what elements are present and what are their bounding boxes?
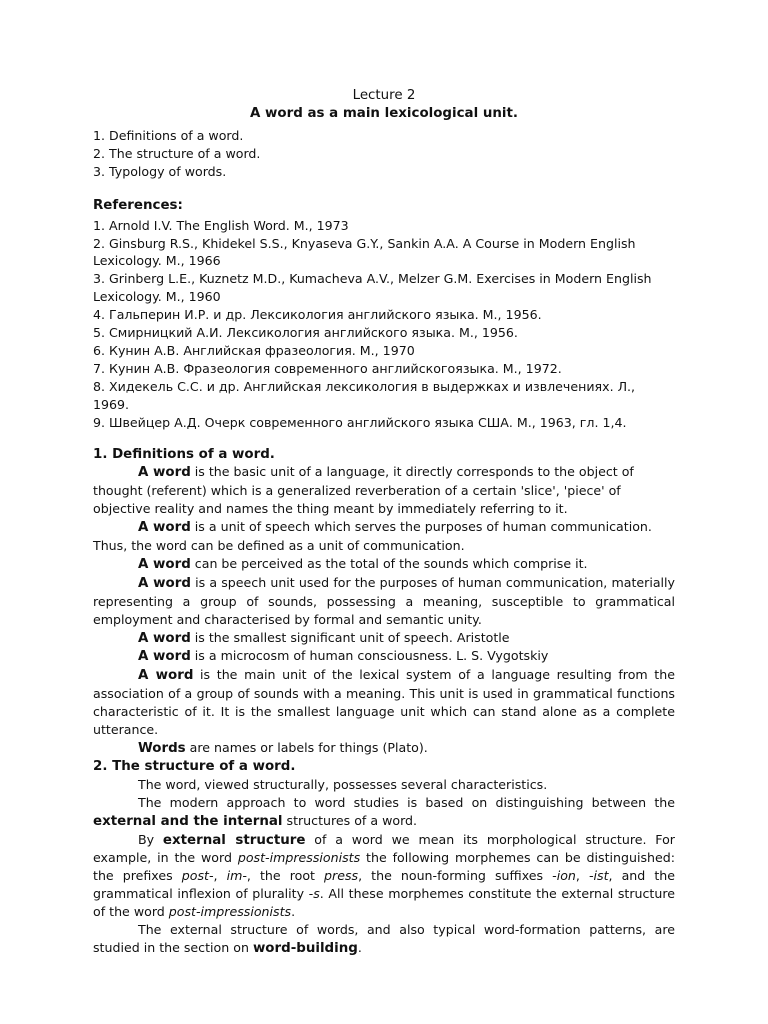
definition-text: is a unit of speech which serves the purposes of human communication. Thus, the word can be defined as a unit of communication. xyxy=(93,519,652,554)
reference-item: 5. Смирницкий А.И. Лексикология английского языка. М., 1956. xyxy=(93,325,518,341)
lecture-title: A word as a main lexicological unit. xyxy=(250,106,518,121)
definition-paragraph xyxy=(93,574,675,629)
term-word-building: word-building xyxy=(252,940,358,956)
definition-text: is the basic unit of a language, it directly corresponds to the object of thought (referent) which is a generalized reverberation of a certain 'slice', 'piece' of objective reality and names the thing meant by immediately referring to it. xyxy=(93,464,634,517)
definition-paragraph xyxy=(93,629,675,648)
definition-paragraph xyxy=(93,463,675,518)
example-word: post-impressionists xyxy=(237,850,361,866)
morpheme: im- xyxy=(226,868,247,884)
definition-text: can be perceived as the total of the sounds which comprise it. xyxy=(190,555,588,571)
reference-item: 1. Arnold I.V. The English Word. M., 1973 xyxy=(93,217,349,233)
term-external-internal: external and the internal xyxy=(93,813,283,829)
outline-item: 1. Definitions of a word. xyxy=(93,128,244,143)
morpheme: -ist xyxy=(588,868,609,884)
term-a-word: A word xyxy=(138,649,191,665)
structure-paragraph: The external structure of words, and also typical word-formation patterns, are studied in the section on word-building. xyxy=(93,922,675,956)
morpheme: -s xyxy=(308,886,320,902)
reference-item: 3. Grinberg L.E., Kuznetz M.D., Kumacheva A.V., Melzer G.M. Exercises in Modern English Lexicology. M., 1960 xyxy=(93,271,652,305)
definition-text: is a microcosm of human consciousness. L. S. Vygotskiy xyxy=(190,648,549,664)
term-external-structure: external structure xyxy=(162,832,306,848)
term-a-word: A word xyxy=(138,630,191,646)
reference-item: 2. Ginsburg R.S., Khidekel S.S., Knyaseva G.Y., Sankin A.A. A Course in Modern English Lexicology. M., 1966 xyxy=(93,235,636,269)
references-list xyxy=(93,217,675,432)
term-a-word: A word xyxy=(138,520,191,536)
definition-paragraph xyxy=(93,555,675,574)
definition-text: are names or labels for things (Plato). xyxy=(185,740,428,755)
lecture-number: Lecture 2 xyxy=(352,88,416,103)
term-a-word: A word xyxy=(138,575,191,591)
section-heading-definitions: 1. Definitions of a word. xyxy=(93,446,275,462)
reference-item: 8. Хидекель С.С. и др. Английская лексикология в выдержках и извлечениях. Л., 1969. xyxy=(93,378,636,412)
definition-paragraph xyxy=(93,518,675,555)
definition-text: is the smallest significant unit of speech. Aristotle xyxy=(190,629,510,645)
outline-list xyxy=(93,127,675,181)
structure-paragraph: The modern approach to word studies is based on distinguishing between the external and the internal structures of a word. xyxy=(93,794,675,829)
term-a-word: A word xyxy=(138,465,191,481)
reference-item: 4. Гальперин И.Р. и др. Лексикология английского языка. М., 1956. xyxy=(93,307,542,323)
definition-text: is a speech unit used for the purposes of human communication, materially representing a group of sounds, possessing a meaning, susceptible to grammatical employment and characterised by formal and semantic unity. xyxy=(93,574,675,627)
reference-item: 6. Кунин А.В. Английская фразеология. М., 1970 xyxy=(93,342,415,358)
outline-item: 2. The structure of a word. xyxy=(93,145,261,161)
definition-paragraph xyxy=(93,739,675,758)
references-heading: References: xyxy=(93,197,183,213)
definition-paragraph xyxy=(93,647,675,666)
morpheme: post- xyxy=(181,868,214,884)
structure-paragraph: By external structure of a word we mean its morphological structure. For example, in the word post-impressionists the following morphemes can be distinguished: the prefixes post-, im-, the root press, the noun-forming suffixes -ion, -ist, and the grammatical inflexion of plurality -s. All these morphemes constitute the external structure of the word post-impressionists. xyxy=(93,831,676,920)
example-word: post-impressionists xyxy=(168,904,292,920)
section-heading-structure: 2. The structure of a word. xyxy=(93,758,296,774)
morpheme: -ion xyxy=(552,868,576,884)
term-a-word: A word xyxy=(138,556,191,572)
structure-paragraph: The word, viewed structurally, possesses several characteristics. xyxy=(138,776,548,792)
term-a-word: A word xyxy=(138,668,194,684)
reference-item: 7. Кунин А.В. Фразеология современного английскогоязыка. М., 1972. xyxy=(93,360,562,376)
reference-item: 9. Швейцер А.Д. Очерк современного английского языка США. М., 1963, гл. 1,4. xyxy=(93,414,627,430)
definition-text: is the main unit of the lexical system of a language resulting from the association of a group of sounds with a meaning. This unit is used in grammatical functions characteristic of it. It is the smallest language unit which can stand alone as a complete utterance. xyxy=(93,667,675,738)
morpheme: press xyxy=(324,868,359,884)
term-words: Words xyxy=(138,741,186,756)
outline-item: 3. Typology of words. xyxy=(93,163,227,179)
definition-paragraph xyxy=(93,666,675,739)
